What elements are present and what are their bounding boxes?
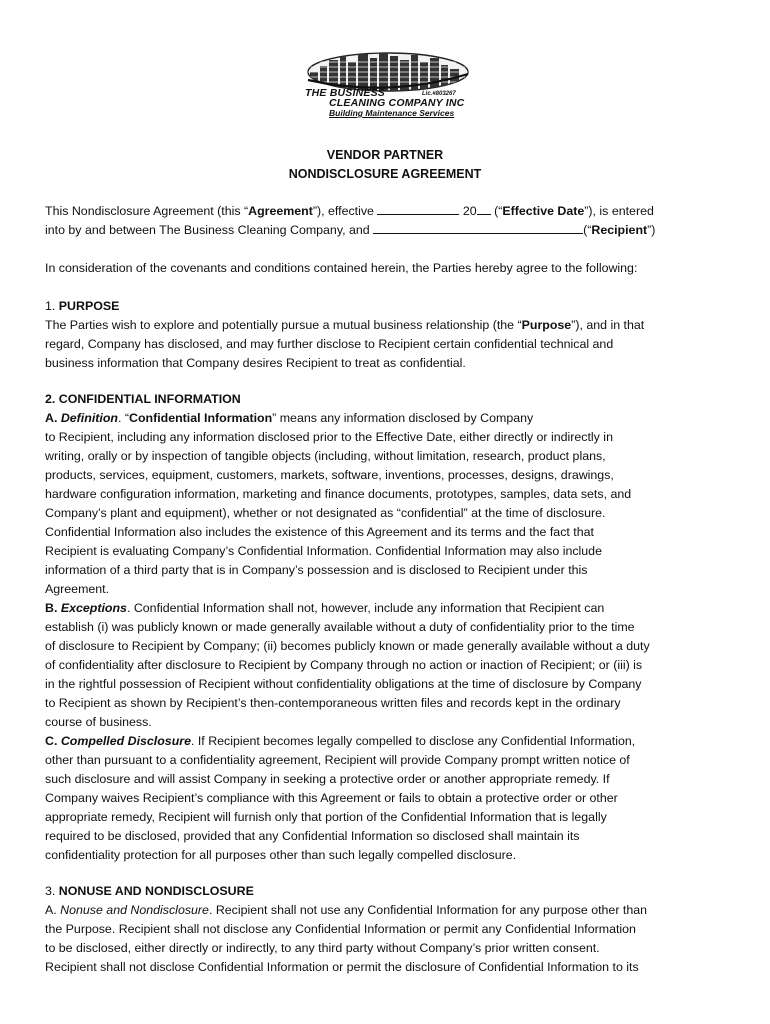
nonuse-first-line: A. Nonuse and Nondisclosure. Recipient shall not use any Confidential Information for any purpose other than [45, 903, 648, 917]
document-title-line1: VENDOR PARTNER [326, 148, 444, 162]
section-confidential-information [45, 390, 730, 865]
definition-line: Company’s plant and equipment), whether or not designated as “confidential” at the time of disclosure. [45, 506, 606, 520]
definition-line: writing, orally or by inspection of tangible objects (including, without limitation, research, product plans, [45, 449, 606, 463]
compelled-disclosure-line: confidentiality protection for all purposes other than such legally compelled disclosure. [45, 848, 517, 862]
logo-tagline: Building Maintenance Services [329, 108, 455, 118]
exceptions-line: of disclosure to Recipient by Company; (ii) becomes publicly known or made generally available without a duty [45, 639, 650, 653]
purpose-text-line: The Parties wish to explore and potentially pursue a mutual business relationship (the “Purpose”), and in that [45, 318, 645, 332]
compelled-disclosure-first-line: C. Compelled Disclosure. If Recipient becomes legally compelled to disclose any Confidential Information, [45, 734, 636, 748]
logo-text-line2: CLEANING COMPANY INC [329, 97, 465, 109]
exceptions-line: of confidentiality after disclosure to Recipient by Company through no action or inaction of Recipient; or (iii) is [45, 658, 643, 672]
document-title-line2: NONDISCLOSURE AGREEMENT [288, 167, 482, 181]
consideration-paragraph: In consideration of the covenants and conditions contained herein, the Parties hereby agree to the following: [45, 261, 638, 275]
recipient-name-blank[interactable] [373, 221, 583, 234]
document-body [45, 202, 730, 977]
defined-term-recipient: Recipient [591, 223, 648, 237]
definition-line: products, services, equipment, customers, markets, software, inventions, processes, designs, drawings, [45, 468, 614, 482]
definition-line: information of a third party that is in Company’s possession and is disclosed to Recipient under this [45, 563, 588, 577]
section-heading-purpose: 1. PURPOSE [45, 299, 120, 313]
compelled-disclosure-line: such disclosure and will assist Company in seeking a protective order or another appropriate remedy. If [45, 772, 610, 786]
logo-license-number: Lic.#803267 [422, 91, 456, 97]
intro-text: (“ [490, 204, 503, 218]
intro-text: into by and between The Business Cleaning Company, and [45, 223, 374, 237]
definition-line: to Recipient, including any information disclosed prior to the Effective Date, either directly or indirectly in [45, 430, 613, 444]
section-nonuse-nondisclosure [45, 882, 730, 977]
section-purpose [45, 297, 730, 373]
compelled-disclosure-line: required to be disclosed, provided that any Confidential Information so disclosed shall maintain its [45, 829, 580, 843]
intro-paragraph [45, 202, 730, 240]
defined-term-agreement: Agreement [248, 204, 313, 218]
definition-line: Recipient is evaluating Company’s Confidential Information. Confidential Information may also include [45, 544, 602, 558]
compelled-disclosure-line: other than pursuant to a confidentiality agreement, Recipient will provide Company prompt written notice of [45, 753, 630, 767]
compelled-disclosure-line: Company waives Recipient’s compliance with this Agreement or fails to obtain a protective order or other [45, 791, 618, 805]
definition-line: Confidential Information also includes the existence of this Agreement and its terms and the fact that [45, 525, 594, 539]
exceptions-line: course of business. [45, 715, 152, 729]
year-blank[interactable] [477, 202, 491, 215]
section-heading-confidential-information: 2. CONFIDENTIAL INFORMATION [45, 392, 241, 406]
exceptions-first-line: B. Exceptions. Confidential Information shall not, however, include any information that Recipient can [45, 601, 605, 615]
nonuse-line: the Purpose. Recipient shall not disclose any Confidential Information or permit any Confidential Information [45, 922, 636, 936]
intro-text: ”) [647, 223, 656, 237]
exceptions-line: to Recipient as shown by Recipient’s then-contemporaneous written files and records kept in the ordinary [45, 696, 621, 710]
nonuse-line: to be disclosed, either directly or indirectly, to any third party without Company’s prior written consent. [45, 941, 600, 955]
exceptions-line: establish (i) was publicly known or made generally available without a duty of confidentiality prior to the time [45, 620, 635, 634]
section-heading-nonuse: 3. NONUSE AND NONDISCLOSURE [45, 884, 254, 898]
definition-line: Agreement. [45, 582, 110, 596]
effective-date-blank[interactable] [377, 202, 459, 215]
definition-line: hardware configuration information, marketing and finance documents, prototypes, samples, data sets, and [45, 487, 632, 501]
company-logo [300, 50, 475, 126]
defined-term-effective-date: Effective Date [502, 204, 585, 218]
intro-text: ”), is entered [584, 204, 654, 218]
purpose-text-line: regard, Company has disclosed, and may further disclose to Recipient certain confidential technical and [45, 337, 614, 351]
intro-text: ”), effective [312, 204, 378, 218]
compelled-disclosure-line: appropriate remedy, Recipient will furnish only that portion of the Confidential Information that is legally [45, 810, 607, 824]
logo-text-line1: THE BUSINESS [305, 87, 385, 99]
intro-text: This Nondisclosure Agreement (this “ [45, 204, 249, 218]
purpose-text-line: business information that Company desires Recipient to treat as confidential. [45, 356, 466, 370]
definition-first-line: A. Definition. “Confidential Information” means any information disclosed by Company [45, 411, 534, 425]
intro-text: 20 [459, 204, 477, 218]
nonuse-line: Recipient shall not disclose Confidential Information or permit the disclosure of Confidential Information to its [45, 960, 639, 974]
exceptions-line: in the rightful possession of Recipient without confidentiality obligations at the time of disclosure by Company [45, 677, 642, 691]
intro-text: (“ [583, 223, 592, 237]
